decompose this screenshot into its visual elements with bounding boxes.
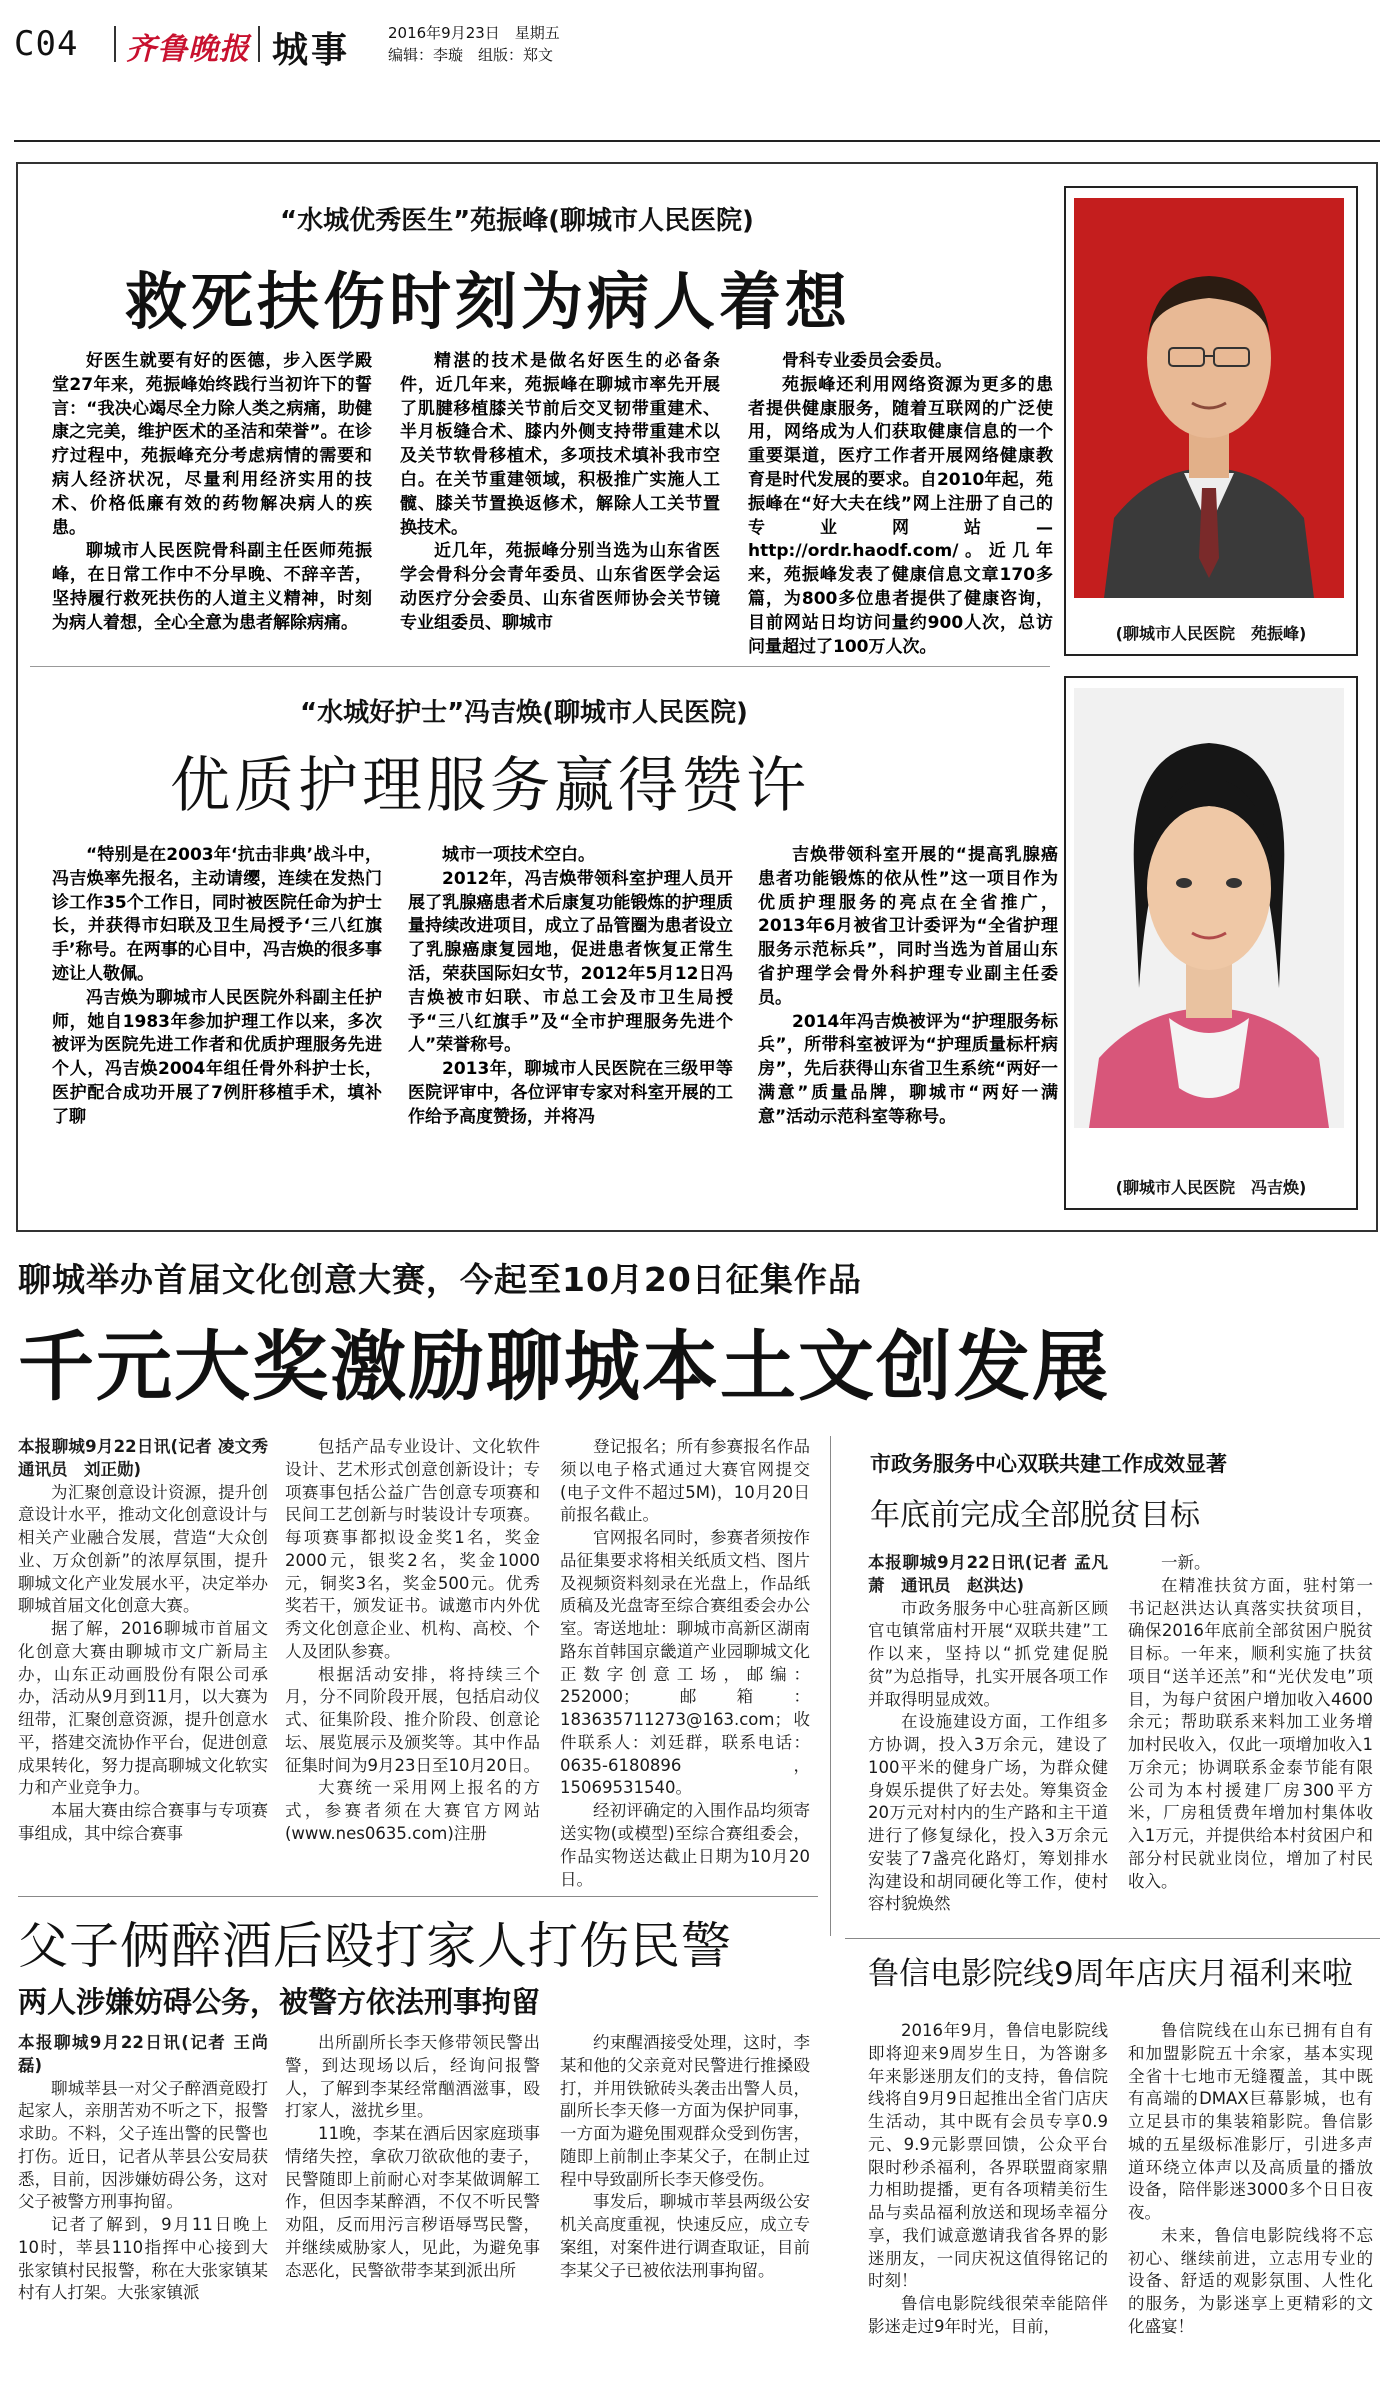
paragraph: 包括产品专业设计、文化软件设计、艺术形式创意创新设计；专项赛事包括公益广告创意专项赛和民间工艺创新与时装设计专项赛。每项赛事都拟设金奖1名，奖金2000元，银奖2名，奖金1000元，铜奖3名，奖金500元。优秀奖若干，颁发证书。诚邀市内外优秀文化创意企业、机构、高校、个人及团队参赛。 — [285, 1437, 540, 1661]
poverty-column-2 — [1128, 1552, 1373, 1932]
police-body-1 — [18, 2078, 268, 2306]
paragraph: 据了解，2016聊城市首届文化创意大赛由聊城市文广新局主办，山东正动画股份有限公司承办，活动从9月到11月，以大赛为纽带，汇聚创意资源，提升创意水平，搭建交流协作平台，促进创意成果转化，努力提高聊城文化软实力和产业竞争力。 — [18, 1619, 268, 1798]
poverty-body-1 — [868, 1598, 1108, 1917]
contest-body-1 — [18, 1482, 268, 1846]
nurse-portrait — [1074, 688, 1344, 1128]
paragraph: 约束醒酒接受处理，这时，李某和他的父亲竟对民警进行推搡殴打，并用铁锨砖头袭击出警人员，副所长李天修一方面为保护同事，一方面为避免围观群众受到伤害，随即上前制止李某父子，在制止过程中导致副所长李天修受伤。 — [560, 2033, 810, 2189]
paragraph: 根据活动安排，将持续三个月，分不同阶段开展，包括启动仪式、征集阶段、推介阶段、创意论坛、展览展示及颁奖等。其中作品征集时间为9月23日至10月20日。 — [285, 1664, 540, 1775]
paragraph: 好医生就要有好的医德，步入医学殿堂27年来，苑振峰始终践行当初许下的誓言：“我决心竭尽全力除人类之病痛，助健康之完美，维护医术的圣洁和荣誉”。在诊疗过程中，苑振峰充分考虑病情的需要和病人经济状况，尽量利用经济实用的技术、价格低廉有效的药物解决病人的疾患。 — [52, 351, 372, 538]
police-column-1 — [18, 2032, 268, 2372]
paragraph: 登记报名；所有参赛报名作品须以电子格式通过大赛官网提交(电子文件不超过5M)，10月20日前报名截止。 — [560, 1437, 810, 1525]
paragraph: 未来，鲁信电影院线将不忘初心、继续前进，立志用专业的设备、舒适的观影氛围、人性化的服务，为影迷享上更精彩的文化盛宴！ — [1128, 2225, 1373, 2336]
police-column-2 — [285, 2032, 540, 2372]
article-headline: 优质护理服务赢得赞许 — [170, 751, 810, 821]
article-doctor — [30, 180, 1055, 660]
police-byline: 本报聊城9月22日讯(记者 王尚磊) — [18, 2033, 268, 2075]
cinema-column-1 — [868, 2020, 1108, 2370]
contest-column-3 — [560, 1436, 810, 1889]
paragraph: 骨科专业委员会委员。 — [782, 351, 952, 371]
paragraph: 经初评确定的入围作品均须寄送实物(或模型)至综合赛组委会，作品实物送达截止日期为10月20日。 — [560, 1801, 810, 1889]
paragraph: 为汇聚创意设计资源，提升创意设计水平，推动文化创意设计与相关产业融合发展，营造“大众创业、万众创新”的浓厚氛围，提升聊城文化产业发展水平，决定举办聊城首届文化创意大赛。 — [18, 1482, 268, 1616]
article-column-2 — [408, 844, 733, 1204]
paragraph: 近几年，苑振峰分别当选为山东省医学会骨科分会青年委员、山东省医学会运动医疗分会委员、山东省医师协会关节镜专业组委员、聊城市 — [400, 541, 720, 633]
paragraph: 聊城市人民医院骨科副主任医师苑振峰，在日常工作中不分早晚、不辞辛苦，坚持履行救死扶伤的人道主义精神，时刻为病人着想，全心全意为患者解除病痛。 — [52, 541, 372, 633]
section-title: 城事 — [272, 30, 351, 71]
paragraph: 冯吉焕为聊城市人民医院外科副主任护师，她自1983年参加护理工作以来，多次被评为医院先进工作者和优质护理服务先进个人，冯吉焕2004年组任骨外科护士长，医护配合成功开展了7例肝移植手术，填补了聊 — [52, 987, 382, 1127]
article-kicker: “水城好护士”冯吉焕(聊城市人民医院) — [300, 698, 748, 728]
paragraph: 城市一项技术空白。 — [442, 845, 595, 865]
paragraph: 吉焕带领科室开展的“提高乳腺癌患者功能锻炼的依从性”这一项目作为优质护理服务的亮点在全省推广，2013年6月被省卫计委评为“全省护理服务示范标兵”，同时当选为首届山东省护理学会骨外科护理专业副主任委员。 — [758, 845, 1058, 1008]
paragraph: 本届大赛由综合赛事与专项赛事组成，其中综合赛事 — [18, 1801, 268, 1844]
article-column-3 — [748, 350, 1053, 657]
paragraph: 一新。 — [1161, 1553, 1211, 1572]
contest-column-2 — [285, 1436, 540, 1886]
paragraph: 市政务服务中心驻高新区顾官屯镇常庙村开展“双联共建”工作以来，坚持以“抓党建促脱贫”为总指导，扎实开展各项工作并取得明显成效。 — [868, 1598, 1108, 1709]
paragraph: 2012年，冯吉焕带领科室护理人员开展了乳腺癌患者术后康复功能锻炼的护理质量持续改进项目，成立了品管圈为患者设立了乳腺癌康复园地，促进患者恢复正常生活，荣获国际妇女节，2012年5月12日冯吉焕被市妇联、市总工会及市卫生局授予“三八红旗手”及“全市护理服务先进个人”荣誉称号。 — [408, 868, 733, 1056]
cinema-column-2 — [1128, 2020, 1373, 2370]
article-column-2 — [400, 350, 720, 650]
article-nurse — [30, 676, 1058, 1216]
paragraph: 在设施建设方面，工作组多方协调，投入3万余元，建设了100平米的健身广场，为群众健身娱乐提供了好去处。筹集资金20万元对村内的生产路和主干道进行了修复绿化，投入3万余元安装了7盏亮化路灯，筹划排水沟建设和胡同硬化等工作，使村容村貌焕然 — [868, 1712, 1108, 1914]
contest-column-1 — [18, 1436, 285, 1886]
header-rule — [14, 140, 1380, 142]
paragraph: 出所副所长李天修带领民警出警，到达现场以后，经询问报警人，了解到李某经常酗酒滋事，殴打家人，滋扰乡里。 — [285, 2033, 540, 2121]
page-number: C04 — [14, 24, 79, 64]
doctor-photo-frame — [1064, 186, 1358, 656]
doctor-photo-caption: (聊城市人民医院 苑振峰) — [1115, 624, 1307, 643]
police-headline: 父子俩醉酒后殴打家人打伤民警 — [18, 1917, 732, 1975]
paragraph: 鲁信院线在山东已拥有自有和加盟影院五十余家，基本实现全省十七地市无缝覆盖，其中既有高端的DMAX巨幕影城，也有立足县市的集装箱影院。鲁信影城的五星级标准影厅，引进多声道环绕立体声以及高质量的播放设备，陪伴影迷3000多个日日夜夜。 — [1128, 2021, 1373, 2223]
feature-divider — [30, 666, 1050, 667]
newspaper-logo: 齐鲁晚报 — [126, 32, 250, 67]
paragraph: 官网报名同时，参赛者须按作品征集要求将相关纸质文档、图片及视频资料刻录在光盘上，作品纸质稿及光盘寄至综合赛组委会办公室。寄送地址：聊城市高新区湖南路东首韩国京畿道产业园聊城文化正数字创意工场，邮编：252000；邮箱：183635711273@163.com；收件联系人：刘廷群，联系电话：0635-6180896，15069531540。 — [560, 1528, 810, 1798]
paragraph: 事发后，聊城市莘县两级公安机关高度重视，快速反应，成立专案组，对案件进行调查取证，目前李某父子已被依法刑事拘留。 — [560, 2192, 810, 2280]
poverty-column-1 — [868, 1552, 1108, 1932]
page-header — [14, 18, 1384, 70]
paragraph: 记者了解到，9月11日晚上10时，莘县110指挥中心接到大张家镇村民报警，称在大张家镇某村有人打架。大张家镇派 — [18, 2215, 268, 2303]
article-headline: 救死扶伤时刻为病人着想 — [125, 265, 852, 338]
nurse-photo-caption: (聊城市人民医院 冯吉焕) — [1115, 1178, 1307, 1197]
cinema-top-rule — [845, 1938, 1380, 1939]
paragraph: 2013年，聊城市人民医院在三级甲等医院评审中，各位评审专家对科室开展的工作给予高度赞扬，并将冯 — [408, 1059, 733, 1127]
poverty-kicker: 市政务服务中心双联共建工作成效显著 — [870, 1452, 1227, 1476]
police-subhead: 两人涉嫌妨碍公务，被警方依法刑事拘留 — [18, 1985, 541, 2019]
contest-headline: 千元大奖激励聊城本土文创发展 — [18, 1322, 1110, 1411]
police-column-3 — [560, 2032, 810, 2372]
paragraph: 精湛的技术是做名好医生的必备条件，近几年来，苑振峰在聊城市率先开展了肌腱移植膝关节前后交叉韧带重建术、半月板缝合术、膝内外侧支持带重建术以及关节软骨移植术，多项技术填补我市空白。在关节重建领域，积极推广实施人工髋、膝关节置换返修术，解除人工关节置换技术。 — [400, 351, 720, 538]
cinema-headline: 鲁信电影院线9周年店庆月福利来啦 — [868, 1956, 1353, 1992]
paragraph: 鲁信电影院线很荣幸能陪伴影迷走过9年时光，目前， — [868, 2294, 1108, 2336]
article-column-1 — [52, 844, 382, 1204]
article-kicker: “水城优秀医生”苑振峰(聊城市人民医院) — [280, 206, 754, 236]
paragraph: 在精准扶贫方面，驻村第一书记赵洪达认真落实扶贫项目，确保2016年底前全部贫困户脱贫目标。一年来，顺利实施了扶贫项目“送羊还羔”和“光伏发电”项目，为每户贫困户增加收入4600余元；帮助联系来料加工业务增加村民收入，仅此一项增加收入1万余元；协调联系金泰节能有限公司为本村援建厂房300平方米，厂房租赁费年增加村集体收入1万元，并提供给本村贫困户和部分村民就业岗位，增加了村民收入。 — [1128, 1575, 1373, 1891]
lower-divider — [18, 1896, 818, 1897]
doctor-portrait — [1074, 198, 1344, 598]
contest-kicker: 聊城举办首届文化创意大赛，今起至10月20日征集作品 — [18, 1260, 862, 1299]
poverty-byline: 本报聊城9月22日讯(记者 孟凡萧 通讯员 赵洪达) — [868, 1553, 1108, 1595]
paragraph: 2014年冯吉焕被评为“护理服务标兵”，所带科室被评为“护理质量标杆病房”，先后获得山东省卫生系统“两好一满意”质量品牌，聊城市“两好一满意”活动示范科室等称号。 — [758, 1011, 1058, 1127]
paragraph: “特别是在2003年‘抗击非典’战斗中，冯吉焕率先报名，主动请缨，连续在发热门诊工作35个工作日，同时被医院任命为护士长，并获得市妇联及卫生局授予‘三八红旗手’称号。在两事的心目中，冯吉焕的很多事迹让人敬佩。 — [52, 845, 382, 984]
paragraph: 苑振峰还利用网络资源为更多的患者提供健康服务，随着互联网的广泛使用，网络成为人们获取健康信息的一个重要渠道，医疗工作者开展网络健康教育是时代发展的要求。自2010年起，苑振峰在“好大夫在线”网上注册了自己的专业网站—http://ordr.haodf.com/。近几年来，苑振峰发表了健康信息文章170多篇，为800多位患者提供了健康咨询，目前网站日均访问量约900人次，总访问量超过了100万人次。 — [748, 374, 1053, 657]
header-divider-1 — [114, 26, 116, 62]
contest-byline: 本报聊城9月22日讯(记者 凌文秀 通讯员 刘正勋) — [18, 1437, 285, 1479]
article-column-1 — [52, 350, 372, 650]
header-editors: 编辑：李璇 组版：郑文 — [388, 46, 554, 64]
paragraph: 2016年9月，鲁信电影院线即将迎来9周岁生日，为答谢多年来影迷朋友们的支持，鲁信院线将自9月9日起推出全省门店庆生活动，其中既有会员专享0.9元、9.9元影票回馈，公众平台限时秒杀福利，各界联盟商家鼎力相助提播，更有各项精美衍生品与卖品福利放送和现场幸福分享，我们诚意邀请我省各界的影迷朋友，一同庆祝这值得铭记的时刻！ — [868, 2021, 1108, 2291]
article-column-3 — [758, 844, 1058, 1204]
paragraph: 11晚，李某在酒后因家庭琐事情绪失控，拿砍刀欲砍他的妻子，民警随即上前耐心对李某做调解工作，但因李某醉酒，不仅不听民警劝阻，反而用污言秽语辱骂民警，并继续威胁家人，见此，为避免事态恶化，民警欲带李某到派出所 — [285, 2124, 540, 2280]
nurse-photo-frame — [1064, 676, 1358, 1210]
header-date: 2016年9月23日 星期五 — [388, 24, 560, 42]
paragraph: 聊城莘县一对父子醉酒竟殴打起家人，亲朋苦劝不听之下，报警求助。不料，父子连出警的民警也打伤。近日，记者从莘县公安局获悉，目前，因涉嫌妨碍公务，这对父子被警方刑事拘留。 — [18, 2078, 268, 2212]
right-column-divider — [830, 1436, 831, 1936]
paragraph: 大赛统一采用网上报名的方式，参赛者须在大赛官方网站(www.nes0635.com)注册 — [285, 1778, 540, 1844]
header-divider-2 — [258, 26, 260, 62]
poverty-headline: 年底前完成全部脱贫目标 — [870, 1498, 1200, 1533]
